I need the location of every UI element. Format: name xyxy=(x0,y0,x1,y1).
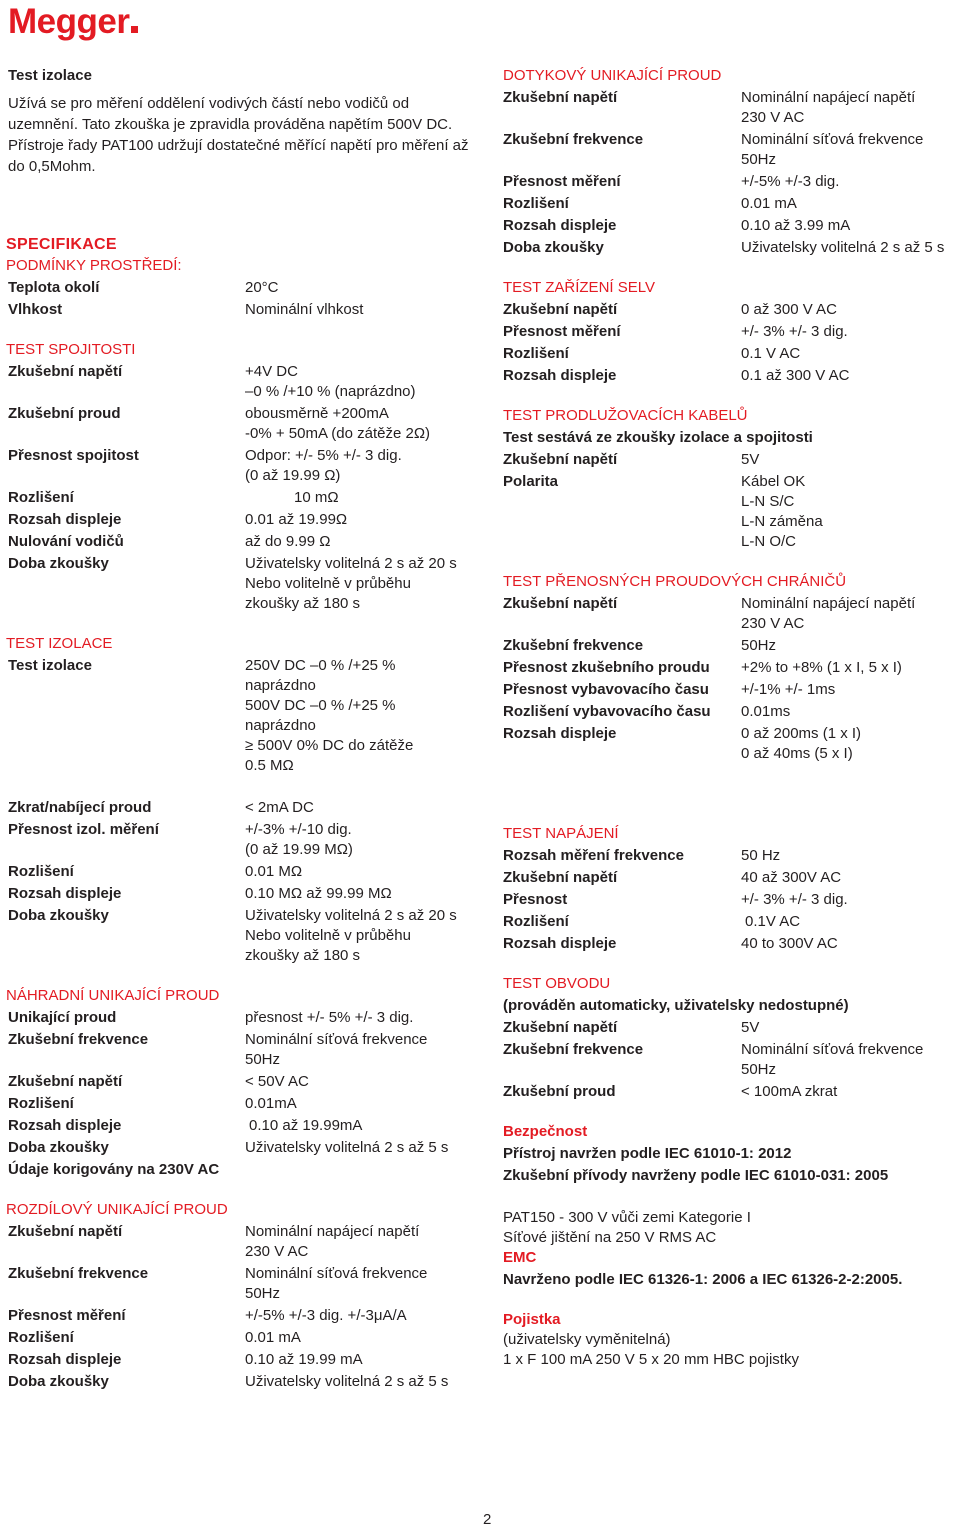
supply-range-label: Rozsah displeje xyxy=(503,935,617,952)
continuity-null-value: až do 9.99 Ω xyxy=(245,533,331,550)
safety-line3: PAT150 - 300 V vůči zemi Kategorie I xyxy=(503,1209,751,1226)
continuity-dur-line3: zkoušky až 180 s xyxy=(245,595,361,612)
substitute-volt-value: < 50V AC xyxy=(245,1073,309,1090)
touch-acc-label: Přesnost měření xyxy=(503,173,621,190)
continuity-dur-line2: Nebo volitelně v průběhu xyxy=(245,575,411,592)
touch-res-label: Rozlišení xyxy=(503,195,569,212)
insulation-test-line4: naprázdno xyxy=(245,717,316,734)
spec-title: SPECIFIKACE xyxy=(6,236,117,253)
rcd-acc-label: Přesnost zkušebního proudu xyxy=(503,659,710,676)
continuity-curr-value: obousměrně +200mA xyxy=(245,405,389,422)
megger-logo: Megger xyxy=(8,2,138,42)
rcd-tacc-value: +/-1% +/- 1ms xyxy=(741,681,836,698)
fuse-title: Pojistka xyxy=(503,1311,561,1328)
rcd-title: TEST PŘENOSNÝCH PROUDOVÝCH CHRÁNIČŮ xyxy=(503,573,847,590)
logo-dot xyxy=(131,26,138,33)
continuity-res-value: 10 mΩ xyxy=(294,489,339,506)
substitute-volt-label: Zkušební napětí xyxy=(8,1073,123,1090)
continuity-dur-label: Doba zkoušky xyxy=(8,555,109,572)
rcd-volt-line1: Nominální napájecí napětí xyxy=(741,595,916,612)
continuity-title: TEST SPOJITOSTI xyxy=(6,341,136,358)
continuity-acc-range: (0 až 19.99 Ω) xyxy=(245,467,341,484)
selv-res-value: 0.1 V AC xyxy=(741,345,801,362)
touch-acc-value: +/-5% +/-3 dig. xyxy=(741,173,840,190)
touch-freq-label: Zkušební frekvence xyxy=(503,131,644,148)
differential-acc-label: Přesnost měření xyxy=(8,1307,126,1324)
differential-freq-line2: 50Hz xyxy=(245,1285,281,1302)
supply-frange-label: Rozsah měření frekvence xyxy=(503,847,684,864)
supply-res-value: 0.1V AC xyxy=(745,913,801,930)
substitute-range-value: 0.10 až 19.99mA xyxy=(249,1117,363,1134)
circuit-curr-value: < 100mA zkrat xyxy=(741,1083,838,1100)
humidity-value: Nominální vlhkost xyxy=(245,301,364,318)
extension-pol-line1: Kábel OK xyxy=(741,473,806,490)
extension-volt-label: Zkušební napětí xyxy=(503,451,618,468)
insulation-res-value: 0.01 MΩ xyxy=(245,863,303,880)
extension-pol-line2: L-N S/C xyxy=(741,493,795,510)
supply-frange-value: 50 Hz xyxy=(741,847,781,864)
extension-title: TEST PRODLUŽOVACÍCH KABELŮ xyxy=(503,407,748,424)
selv-volt-label: Zkušební napětí xyxy=(503,301,618,318)
differential-freq-label: Zkušební frekvence xyxy=(8,1265,149,1282)
extension-volt-value: 5V xyxy=(741,451,760,468)
continuity-volt-label: Zkušební napětí xyxy=(8,363,123,380)
touch-res-value: 0.01 mA xyxy=(741,195,797,212)
touch-range-label: Rozsah displeje xyxy=(503,217,617,234)
insulation-range-label: Rozsah displeje xyxy=(8,885,122,902)
page-number: 2 xyxy=(483,1511,492,1528)
circuit-freq-line2: 50Hz xyxy=(741,1061,777,1078)
rcd-volt-label: Zkušební napětí xyxy=(503,595,618,612)
substitute-title: NÁHRADNÍ UNIKAJÍCÍ PROUD xyxy=(6,987,220,1004)
rcd-range-label: Rozsah displeje xyxy=(503,725,617,742)
supply-acc-value: +/- 3% +/- 3 dig. xyxy=(741,891,848,908)
insulation-acc-label: Přesnost izol. měření xyxy=(8,821,159,838)
insulation-acc-range: (0 až 19.99 MΩ) xyxy=(245,841,353,858)
safety-title: Bezpečnost xyxy=(503,1123,588,1140)
safety-line2: Zkušební přívody navrženy podle IEC 61010-031: 2005 xyxy=(503,1167,889,1184)
safety-line1: Přístroj navržen podle IEC 61010-1: 2012 xyxy=(503,1145,792,1162)
fuse-line2: 1 x F 100 mA 250 V 5 x 20 mm HBC pojistky xyxy=(503,1351,799,1368)
continuity-curr-label: Zkušební proud xyxy=(8,405,121,422)
circuit-subtitle: (prováděn automaticky, uživatelsky nedostupné) xyxy=(503,997,849,1014)
touch-volt-line1: Nominální napájecí napětí xyxy=(741,89,916,106)
insulation-short-value: < 2mA DC xyxy=(245,799,314,816)
extension-pol-line4: L-N O/C xyxy=(741,533,797,550)
differential-volt-line2: 230 V AC xyxy=(245,1243,309,1260)
substitute-res-label: Rozlišení xyxy=(8,1095,74,1112)
selv-volt-value: 0 až 300 V AC xyxy=(741,301,837,318)
supply-volt-label: Zkušební napětí xyxy=(503,869,618,886)
continuity-res-label: Rozlišení xyxy=(8,489,74,506)
substitute-dur-label: Doba zkoušky xyxy=(8,1139,109,1156)
touch-volt-line2: 230 V AC xyxy=(741,109,805,126)
insulation-acc-value: +/-3% +/-10 dig. xyxy=(245,821,352,838)
circuit-title: TEST OBVODU xyxy=(503,975,611,992)
temp-label: Teplota okolí xyxy=(8,279,100,296)
touch-freq-line2: 50Hz xyxy=(741,151,777,168)
rcd-range-line2: 0 až 40ms (5 x I) xyxy=(741,745,853,762)
extension-pol-line3: L-N záměna xyxy=(741,513,823,530)
continuity-range-label: Rozsah displeje xyxy=(8,511,122,528)
circuit-freq-line1: Nominální síťová frekvence xyxy=(741,1041,924,1058)
supply-title: TEST NAPÁJENÍ xyxy=(503,825,619,842)
insulation-title: TEST IZOLACE xyxy=(6,635,113,652)
continuity-volt-value: +4V DC xyxy=(245,363,298,380)
insulation-test-line2: naprázdno xyxy=(245,677,316,694)
differential-volt-line1: Nominální napájecí napětí xyxy=(245,1223,420,1240)
differential-acc-value: +/-5% +/-3 dig. +/-3μA/A xyxy=(245,1307,407,1324)
selv-acc-value: +/- 3% +/- 3 dig. xyxy=(741,323,848,340)
substitute-note: Údaje korigovány na 230V AC xyxy=(8,1161,220,1178)
emc-line1: Navrženo podle IEC 61326-1: 2006 a IEC 61326-2-2:2005. xyxy=(503,1271,903,1288)
rcd-range-line1: 0 až 200ms (1 x I) xyxy=(741,725,862,742)
continuity-curr-tolerance: -0% + 50mA (do zátěže 2Ω) xyxy=(245,425,431,442)
rcd-freq-label: Zkušební frekvence xyxy=(503,637,644,654)
selv-res-label: Rozlišení xyxy=(503,345,569,362)
touch-volt-label: Zkušební napětí xyxy=(503,89,618,106)
rcd-tres-value: 0.01ms xyxy=(741,703,791,720)
continuity-acc-value: Odpor: +/- 5% +/- 3 dig. xyxy=(245,447,402,464)
substitute-dur-value: Uživatelsky volitelná 2 s až 5 s xyxy=(245,1139,449,1156)
intro-body: Užívá se pro měření oddělení vodivých částí nebo vodičů od uzemnění. Tato zkouška je zpravidla prováděna napětím 500V DC. Přístroje řady PAT100 udržují dostatečné měřící napětí pro měření až do 0,5Mohm. xyxy=(8,95,469,175)
differential-range-value: 0.10 až 19.99 mA xyxy=(245,1351,363,1368)
insulation-test-line6: 0.5 MΩ xyxy=(245,757,294,774)
env-title: PODMÍNKY PROSTŘEDÍ: xyxy=(6,257,182,274)
rcd-tres-label: Rozlišení vybavovacího času xyxy=(503,703,711,720)
selv-range-label: Rozsah displeje xyxy=(503,367,617,384)
rcd-tacc-label: Přesnost vybavovacího času xyxy=(503,681,709,698)
supply-res-label: Rozlišení xyxy=(503,913,569,930)
insulation-test-line3: 500V DC –0 % /+25 % xyxy=(245,697,396,714)
substitute-range-label: Rozsah displeje xyxy=(8,1117,122,1134)
circuit-curr-label: Zkušební proud xyxy=(503,1083,616,1100)
differential-title: ROZDÍLOVÝ UNIKAJÍCÍ PROUD xyxy=(6,1201,228,1218)
continuity-acc-label: Přesnost spojitost xyxy=(8,447,139,464)
touch-freq-line1: Nominální síťová frekvence xyxy=(741,131,924,148)
insulation-test-line5: ≥ 500V 0% DC do zátěže xyxy=(245,737,414,754)
insulation-short-label: Zkrat/nabíjecí proud xyxy=(8,799,152,816)
touch-dur-value: Uživatelsky volitelná 2 s až 5 s xyxy=(741,239,945,256)
extension-pol-label: Polarita xyxy=(503,473,559,490)
circuit-freq-label: Zkušební frekvence xyxy=(503,1041,644,1058)
supply-volt-value: 40 až 300V AC xyxy=(741,869,842,886)
circuit-volt-value: 5V xyxy=(741,1019,760,1036)
circuit-volt-label: Zkušební napětí xyxy=(503,1019,618,1036)
safety-line4: Síťové jištění na 250 V RMS AC xyxy=(503,1229,717,1246)
insulation-dur-label: Doba zkoušky xyxy=(8,907,109,924)
selv-title: TEST ZAŘÍZENÍ SELV xyxy=(503,279,655,296)
supply-acc-label: Přesnost xyxy=(503,891,568,908)
differential-range-label: Rozsah displeje xyxy=(8,1351,122,1368)
differential-dur-value: Uživatelsky volitelná 2 s až 5 s xyxy=(245,1373,449,1390)
insulation-test-line1: 250V DC –0 % /+25 % xyxy=(245,657,396,674)
substitute-leak-value: přesnost +/- 5% +/- 3 dig. xyxy=(245,1009,414,1026)
substitute-leak-label: Unikající proud xyxy=(8,1009,117,1026)
differential-res-value: 0.01 mA xyxy=(245,1329,301,1346)
differential-dur-label: Doba zkoušky xyxy=(8,1373,109,1390)
touch-range-value: 0.10 až 3.99 mA xyxy=(741,217,851,234)
substitute-freq-line1: Nominální síťová frekvence xyxy=(245,1031,428,1048)
selv-acc-label: Přesnost měření xyxy=(503,323,621,340)
continuity-volt-tolerance: –0 % /+10 % (naprázdno) xyxy=(245,383,416,400)
differential-volt-label: Zkušební napětí xyxy=(8,1223,123,1240)
supply-range-value: 40 to 300V AC xyxy=(741,935,838,952)
insulation-dur-line3: zkoušky až 180 s xyxy=(245,947,361,964)
rcd-volt-line2: 230 V AC xyxy=(741,615,805,632)
insulation-range-value: 0.10 MΩ až 99.99 MΩ xyxy=(245,885,392,902)
substitute-freq-label: Zkušební frekvence xyxy=(8,1031,149,1048)
emc-title: EMC xyxy=(503,1249,537,1266)
selv-range-value: 0.1 až 300 V AC xyxy=(741,367,850,384)
insulation-dur-line2: Nebo volitelně v průběhu xyxy=(245,927,411,944)
rcd-freq-value: 50Hz xyxy=(741,637,777,654)
intro-title: Test izolace xyxy=(8,67,92,84)
temp-value: 20°C xyxy=(245,279,279,296)
differential-freq-line1: Nominální síťová frekvence xyxy=(245,1265,428,1282)
differential-res-label: Rozlišení xyxy=(8,1329,74,1346)
fuse-line1: (uživatelsky vyměnitelná) xyxy=(503,1331,671,1348)
continuity-null-label: Nulování vodičů xyxy=(8,533,124,550)
touch-dur-label: Doba zkoušky xyxy=(503,239,604,256)
insulation-dur-line1: Uživatelsky volitelná 2 s až 20 s xyxy=(245,907,457,924)
substitute-res-value: 0.01mA xyxy=(245,1095,297,1112)
substitute-freq-line2: 50Hz xyxy=(245,1051,281,1068)
continuity-range-value: 0.01 až 19.99Ω xyxy=(245,511,348,528)
touch-title: DOTYKOVÝ UNIKAJÍCÍ PROUD xyxy=(503,67,722,84)
insulation-test-label: Test izolace xyxy=(8,657,92,674)
rcd-acc-value: +2% to +8% (1 x I, 5 x I) xyxy=(741,659,902,676)
insulation-res-label: Rozlišení xyxy=(8,863,74,880)
continuity-dur-line1: Uživatelsky volitelná 2 s až 20 s xyxy=(245,555,457,572)
humidity-label: Vlhkost xyxy=(8,301,63,318)
extension-subtitle: Test sestává ze zkoušky izolace a spojitosti xyxy=(503,429,813,446)
